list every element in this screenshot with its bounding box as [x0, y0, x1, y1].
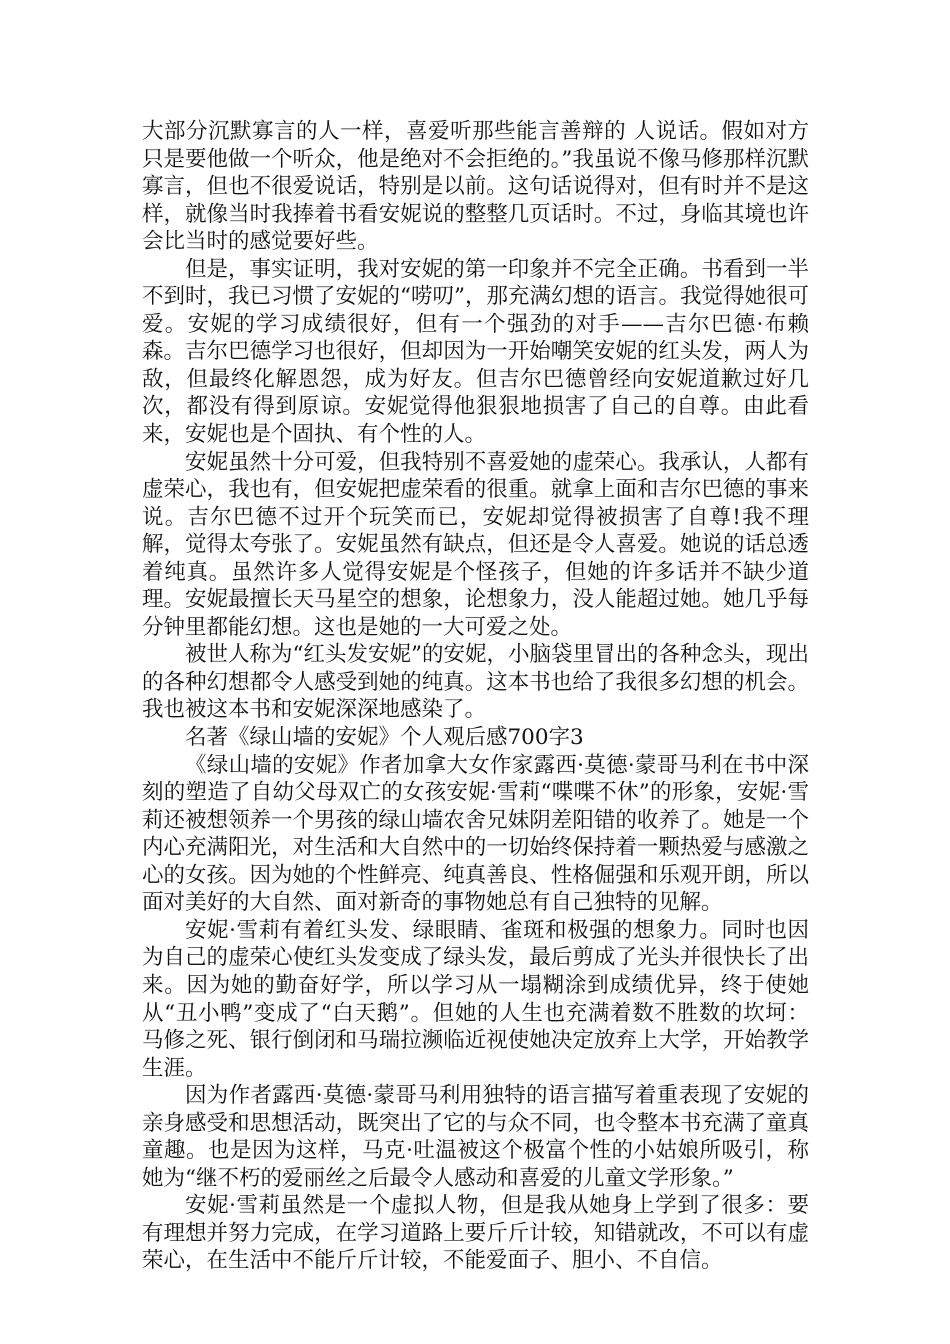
paragraph: 安妮·雪莉虽然是一个虚拟人物，但是我从她身上学到了很多：要有理想并努力完成，在学习道路上要斤斤计较，知错就改，不可以有虚荣心，在生活中不能斤斤计较，不能爱面子、胆小、不自信。: [142, 1193, 809, 1274]
paragraph: 被世人称为“红头发安妮”的安妮，小脑袋里冒出的各种念头，现出的各种幻想都令人感受到她的纯真。这本书也给了我很多幻想的机会。我也被这本书和安妮深深地感染了。: [142, 642, 809, 723]
paragraph: 安妮·雪莉有着红头发、绿眼睛、雀斑和极强的想象力。同时也因为自己的虚荣心使红头发变成了绿头发，最后剪成了光头并很快长了出来。因为她的勤奋好学，所以学习从一塌糊涂到成绩优异，终于使她从“丑小鸭”变成了“白天鹅”。但她的人生也充满着数不胜数的坎坷：马修之死、银行倒闭和马瑞拉濒临近视使她决定放弃上大学，开始教学生涯。: [142, 917, 809, 1081]
paragraph: 安妮虽然十分可爱，但我特别不喜爱她的虚荣心。我承认，人都有虚荣心，我也有，但安妮把虚荣看的很重。就拿上面和吉尔巴德的事来说。吉尔巴德不过开个玩笑而已，安妮却觉得被损害了自尊!我不理解，觉得太夸张了。安妮虽然有缺点，但还是令人喜爱。她说的话总透着纯真。虽然许多人觉得安妮是个怪孩子，但她的许多话并不缺少道理。安妮最擅长天马星空的想象，论想象力，没人能超过她。她几乎每分钟里都能幻想。这也是她的一大可爱之处。: [142, 449, 809, 640]
document-body: [142, 118, 809, 1275]
paragraph-continuation: 大部分沉默寡言的人一样，喜爱听那些能言善辩的 人说话。假如对方只是要他做一个听众，他是绝对不会拒绝的。”我虽说不像马修那样沉默寡言，但也不很爱说话，特别是以前。这句话说得对，但有时并不是这样，就像当时我捧着书看安妮说的整整几页话时。不过，身临其境也许会比当时的感觉要好些。: [142, 119, 809, 255]
section-heading: 名著《绿山墙的安妮》个人观后感700字3: [185, 725, 584, 751]
paragraph: 《绿山墙的安妮》作者加拿大女作家露西·莫德·蒙哥马利在书中深刻的塑造了自幼父母双亡的女孩安妮·雪莉“喋喋不休”的形象，安妮·雪莉还被想领养一个男孩的绿山墙农舍兄妹阴差阳错的收养了。她是一个内心充满阳光，对生活和大自然中的一切始终保持着一颗热爱与感激之心的女孩。因为她的个性鲜亮、纯真善良、性格倔强和乐观开朗，所以面对美好的大自然、面对新奇的事物她总有自己独特的见解。: [142, 752, 809, 916]
paragraph: 因为作者露西·莫德·蒙哥马利用独特的语言描写着重表现了安妮的亲身感受和思想活动，既突出了它的与众不同，也令整本书充满了童真童趣。也是因为这样，马克·吐温被这个极富个性的小姑娘所吸引，称她为“继不朽的爱丽丝之后最令人感动和喜爱的儿童文学形象。”: [142, 1083, 809, 1191]
paragraph: 但是，事实证明，我对安妮的第一印象并不完全正确。书看到一半不到时，我已习惯了安妮的“唠叨”，那充满幻想的语言。我觉得她很可爱。安妮的学习成绩很好，但有一个强劲的对手——吉尔巴德·布赖森。吉尔巴德学习也很好，但却因为一开始嘲笑安妮的红头发，两人为敌，但最终化解恩怨，成为好友。但吉尔巴德曾经向安妮道歉过好几次，都没有得到原谅。安妮觉得他狠狠地损害了自己的自尊。由此看来，安妮也是个固执、有个性的人。: [142, 256, 809, 448]
